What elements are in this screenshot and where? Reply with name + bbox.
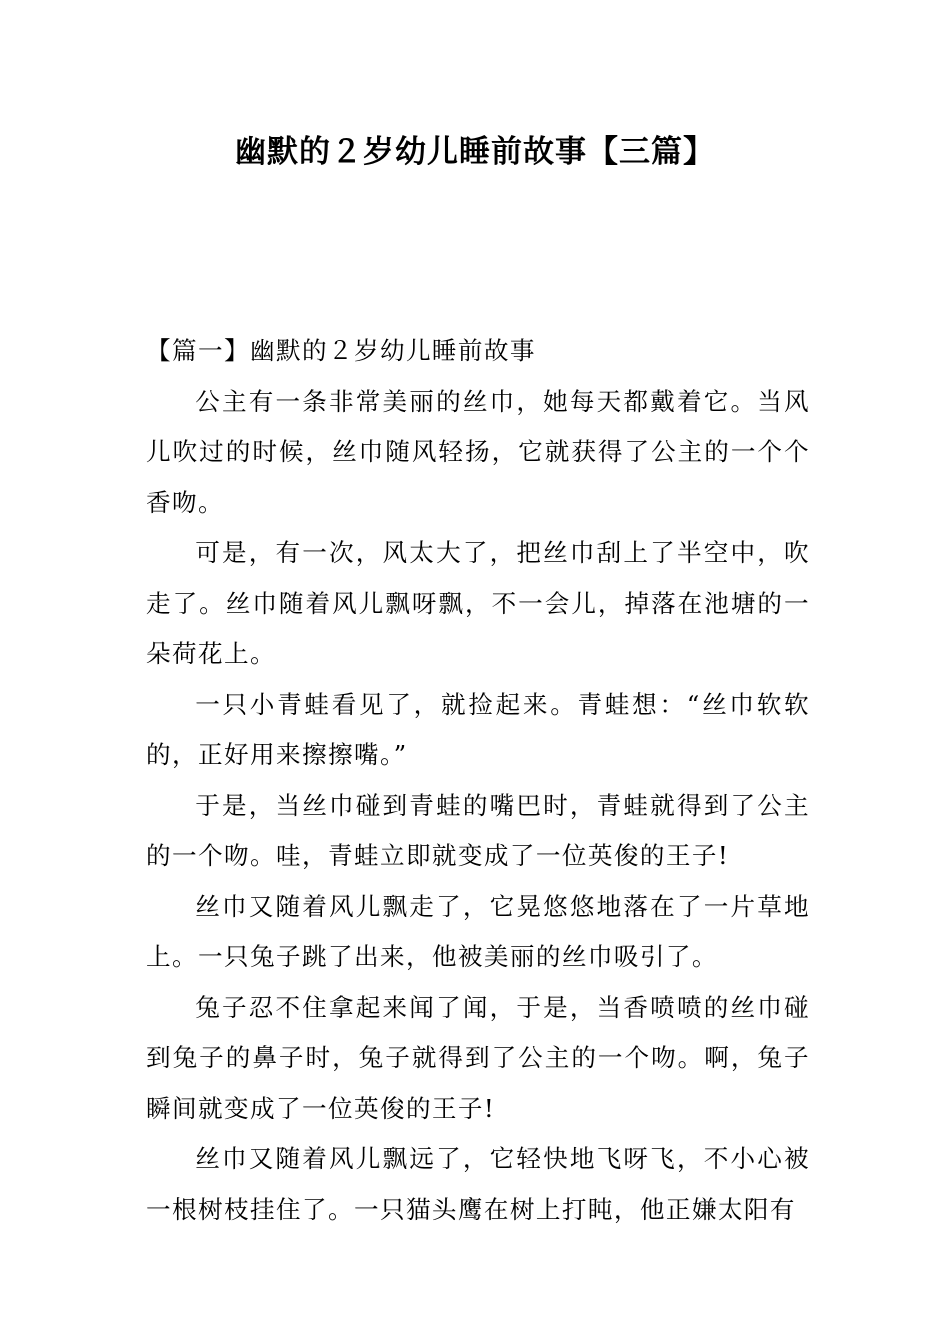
paragraph-4: 于是，当丝巾碰到青蛙的嘴巴时，青蛙就得到了公主的一个吻。哇，青蛙立即就变成了一位英俊的王子! (146, 790, 810, 870)
paragraph-6: 兔子忍不住拿起来闻了闻，于是，当香喷喷的丝巾碰到兔子的鼻子时，兔子就得到了公主的一个吻。啊，兔子瞬间就变成了一位英俊的王子! (146, 992, 810, 1123)
paragraph-5: 丝巾又随着风儿飘走了，它晃悠悠地落在了一片草地上。一只兔子跳了出来，他被美丽的丝巾吸引了。 (146, 891, 810, 971)
paragraph-2: 可是，有一次，风太大了，把丝巾刮上了半空中，吹走了。丝巾随着风儿飘呀飘，不一会儿，掉落在池塘的一朵荷花上。 (146, 538, 810, 668)
document-body (146, 326, 810, 1235)
section-heading: 【篇一】幽默的２岁幼儿睡前故事 (146, 336, 536, 365)
paragraph-3: 一只小青蛙看见了，就捡起来。青蛙想：“丝巾软软的，正好用来擦擦嘴。” (146, 689, 810, 769)
paragraph-1: 公主有一条非常美丽的丝巾，她每天都戴着它。当风儿吹过的时候，丝巾随风轻扬，它就获得了公主的一个个香吻。 (146, 386, 810, 517)
paragraph-7: 丝巾又随着风儿飘远了，它轻快地飞呀飞，不小心被一根树枝挂住了。一只猫头鹰在树上打盹，他正嫌太阳有 (146, 1144, 810, 1224)
document-title: 幽默的２岁幼儿睡前故事【三篇】 (235, 134, 715, 170)
